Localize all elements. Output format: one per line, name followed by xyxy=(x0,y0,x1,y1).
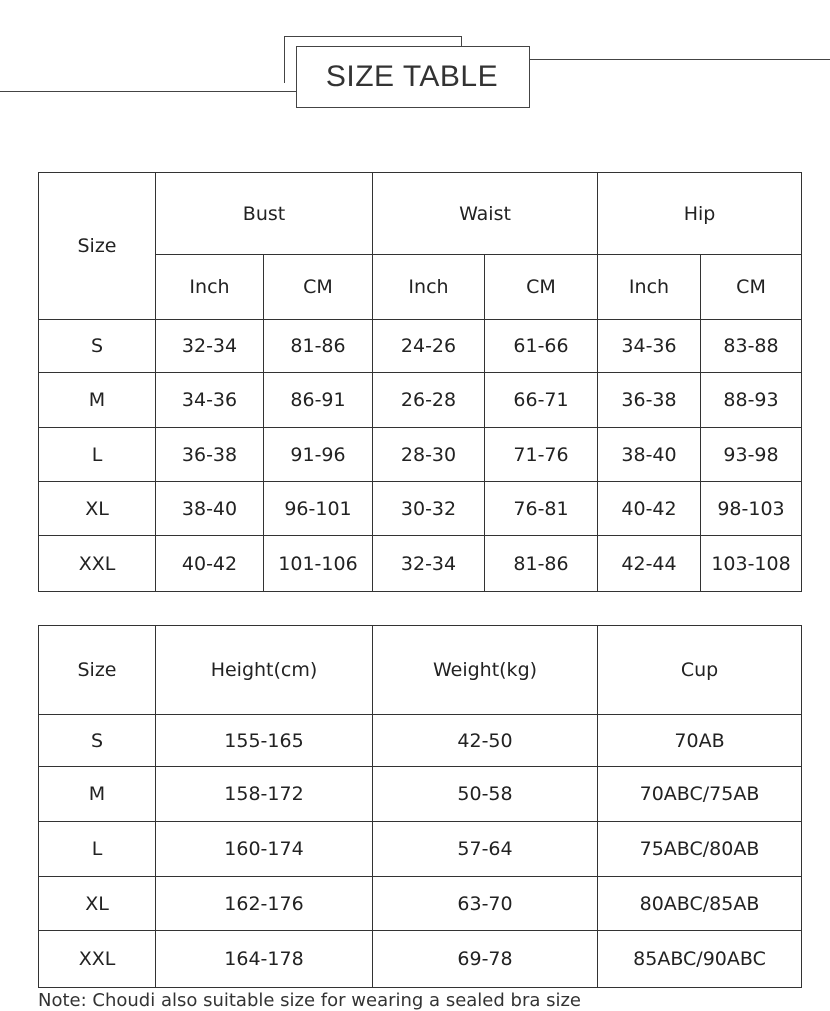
value-cell: 91-96 xyxy=(264,428,373,482)
value-cell: 24-26 xyxy=(373,320,485,373)
weight-cell: 42-50 xyxy=(373,715,598,767)
height-cell: 158-172 xyxy=(156,767,373,822)
fit-table xyxy=(38,625,802,988)
cup-header: Cup xyxy=(598,626,802,715)
table-row xyxy=(39,767,802,822)
value-cell: 36-38 xyxy=(156,428,264,482)
value-cell: 71-76 xyxy=(485,428,598,482)
unit-header: Inch xyxy=(156,255,264,320)
table-row xyxy=(39,877,802,931)
value-cell: 96-101 xyxy=(264,482,373,536)
size-header: Size xyxy=(39,626,156,715)
value-cell: 101-106 xyxy=(264,536,373,592)
height-cell: 155-165 xyxy=(156,715,373,767)
cup-cell: 85ABC/90ABC xyxy=(598,931,802,988)
weight-cell: 63-70 xyxy=(373,877,598,931)
hip-header: Hip xyxy=(598,173,802,255)
title-rule-right xyxy=(528,59,830,60)
waist-header: Waist xyxy=(373,173,598,255)
unit-header: CM xyxy=(264,255,373,320)
unit-header: CM xyxy=(701,255,802,320)
value-cell: 76-81 xyxy=(485,482,598,536)
value-cell: 103-108 xyxy=(701,536,802,592)
value-cell: 61-66 xyxy=(485,320,598,373)
value-cell: 32-34 xyxy=(373,536,485,592)
value-cell: 88-93 xyxy=(701,373,802,428)
height-cell: 160-174 xyxy=(156,822,373,877)
weight-cell: 57-64 xyxy=(373,822,598,877)
unit-header: Inch xyxy=(598,255,701,320)
table-row xyxy=(39,931,802,988)
size-cell: S xyxy=(39,715,156,767)
size-cell: XL xyxy=(39,482,156,536)
cup-cell: 70AB xyxy=(598,715,802,767)
value-cell: 36-38 xyxy=(598,373,701,428)
height-header: Height(cm) xyxy=(156,626,373,715)
size-cell: M xyxy=(39,767,156,822)
cup-cell: 70ABC/75AB xyxy=(598,767,802,822)
weight-header: Weight(kg) xyxy=(373,626,598,715)
cup-cell: 80ABC/85AB xyxy=(598,877,802,931)
value-cell: 38-40 xyxy=(598,428,701,482)
value-cell: 81-86 xyxy=(264,320,373,373)
size-cell: XXL xyxy=(39,931,156,988)
weight-cell: 69-78 xyxy=(373,931,598,988)
value-cell: 86-91 xyxy=(264,373,373,428)
value-cell: 34-36 xyxy=(598,320,701,373)
table-row xyxy=(39,715,802,767)
value-cell: 40-42 xyxy=(156,536,264,592)
unit-header: CM xyxy=(485,255,598,320)
value-cell: 93-98 xyxy=(701,428,802,482)
page-title: SIZE TABLE xyxy=(325,60,499,93)
size-cell: XL xyxy=(39,877,156,931)
size-cell: L xyxy=(39,822,156,877)
value-cell: 26-28 xyxy=(373,373,485,428)
table-row xyxy=(39,536,802,592)
bust-header: Bust xyxy=(156,173,373,255)
table-row xyxy=(39,373,802,428)
height-cell: 164-178 xyxy=(156,931,373,988)
table-row xyxy=(39,428,802,482)
value-cell: 40-42 xyxy=(598,482,701,536)
table-row xyxy=(39,822,802,877)
height-cell: 162-176 xyxy=(156,877,373,931)
measurements-table xyxy=(38,172,802,592)
footer-note: Note: Choudi also suitable size for wearing a sealed bra size xyxy=(38,990,581,1011)
weight-cell: 50-58 xyxy=(373,767,598,822)
cup-cell: 75ABC/80AB xyxy=(598,822,802,877)
size-cell: S xyxy=(39,320,156,373)
value-cell: 83-88 xyxy=(701,320,802,373)
value-cell: 32-34 xyxy=(156,320,264,373)
table-row xyxy=(39,482,802,536)
size-cell: M xyxy=(39,373,156,428)
value-cell: 30-32 xyxy=(373,482,485,536)
value-cell: 28-30 xyxy=(373,428,485,482)
size-cell: XXL xyxy=(39,536,156,592)
unit-header: Inch xyxy=(373,255,485,320)
value-cell: 42-44 xyxy=(598,536,701,592)
table-row xyxy=(39,320,802,373)
value-cell: 66-71 xyxy=(485,373,598,428)
title-rule-left xyxy=(0,91,296,92)
value-cell: 98-103 xyxy=(701,482,802,536)
size-header: Size xyxy=(39,173,156,320)
value-cell: 81-86 xyxy=(485,536,598,592)
value-cell: 38-40 xyxy=(156,482,264,536)
value-cell: 34-36 xyxy=(156,373,264,428)
size-cell: L xyxy=(39,428,156,482)
